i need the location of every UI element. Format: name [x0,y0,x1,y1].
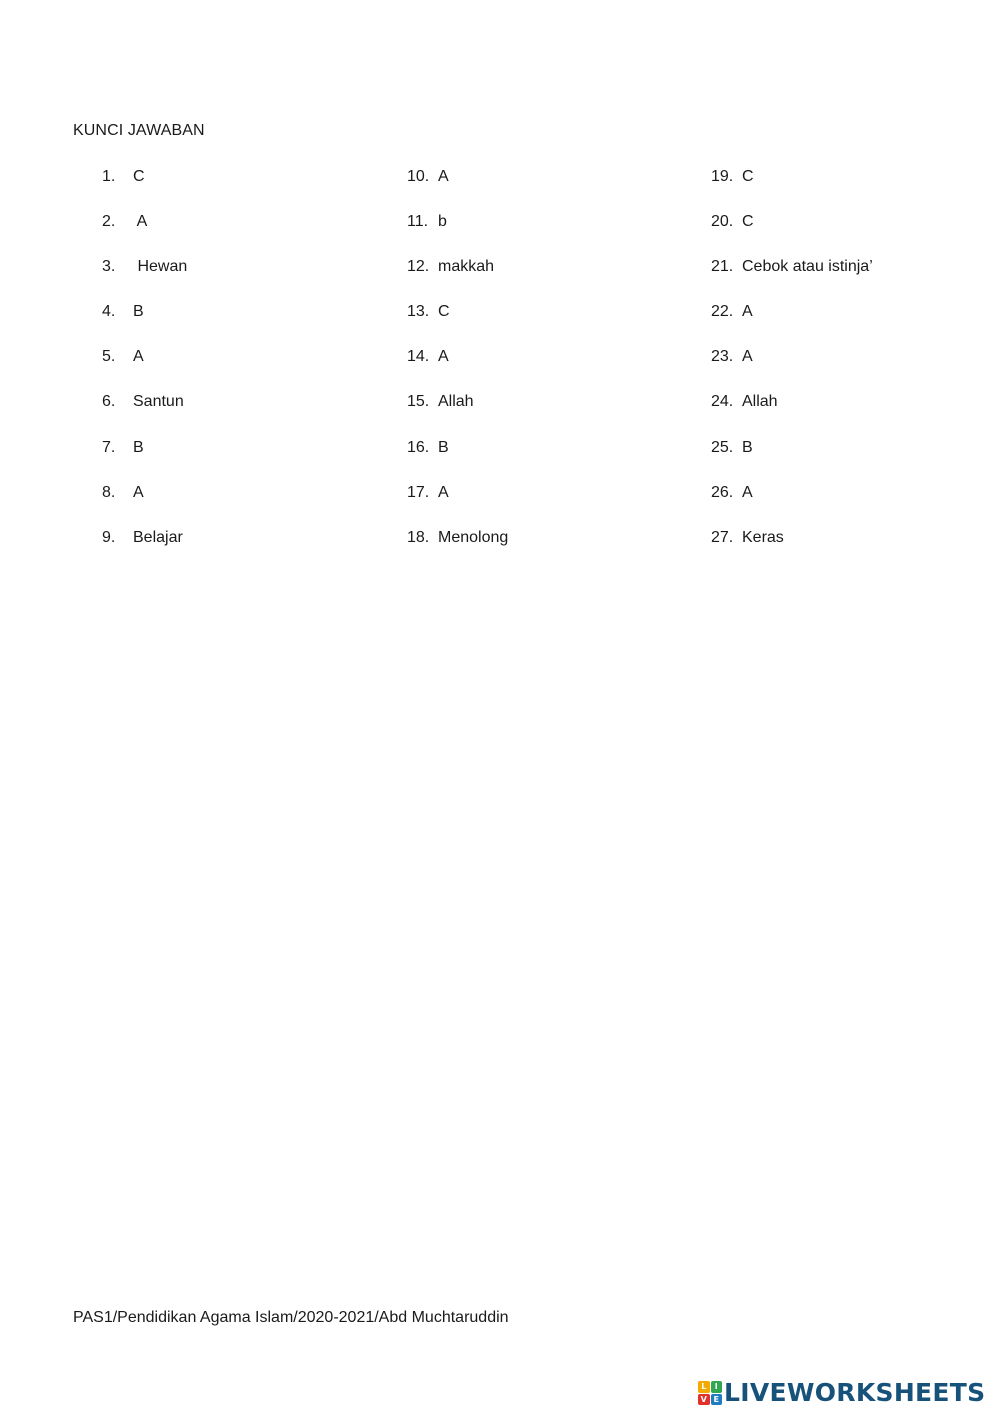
answer-number: 13. [407,303,430,321]
answer-number: 9. [102,528,116,546]
logo-letter: E [711,1394,723,1406]
answer-number: 27. [711,528,734,546]
answer-number: 19. [711,168,734,185]
answer-number: 14. [407,348,430,366]
answer-number: 25. [711,438,734,456]
answer-text: Hewan [133,258,188,276]
answer-item [102,391,392,436]
answer-text: A [133,213,148,231]
answer-text: Cebok atau istinja’ [742,258,873,276]
answer-item [102,482,392,527]
answer-item [102,437,392,482]
answer-number: 8. [102,483,116,501]
answer-number: 15. [407,393,430,411]
page-title: KUNCI JAWABAN [73,122,205,139]
answer-number: 4. [102,303,116,321]
footer-text: PAS1/Pendidikan Agama Islam/2020-2021/Abd Muchtaruddin [73,1309,509,1326]
answer-text: B [438,438,449,456]
answer-item [711,391,1000,436]
answer-number: 2. [102,213,116,231]
answer-number: 1. [102,168,116,185]
logo-letter: L [698,1381,710,1393]
answer-item [711,482,1000,527]
answer-item [407,391,697,436]
answer-number: 24. [711,393,734,411]
answer-number: 12. [407,258,430,276]
answer-column-2 [407,166,697,572]
answer-item [711,527,1000,572]
answer-item [407,437,697,482]
logo-letter: I [711,1381,723,1393]
answer-text: C [742,168,754,185]
answer-item [711,166,1000,211]
answer-text: A [133,348,144,366]
answer-item [711,346,1000,391]
answer-text: A [438,348,449,366]
answer-item [711,301,1000,346]
answer-item [102,346,392,391]
answer-item [407,256,697,301]
answer-item [102,256,392,301]
answer-number: 10. [407,168,430,185]
answer-number: 21. [711,258,734,276]
answer-item [102,211,392,256]
answer-text: B [742,438,753,456]
answer-text: A [438,168,449,185]
answer-number: 11. [407,213,429,231]
answer-number: 17. [407,483,430,501]
answer-item [407,211,697,256]
answer-number: 26. [711,483,734,501]
answer-text: Menolong [438,528,509,546]
answer-text: A [742,483,753,501]
answer-text: A [438,483,449,501]
answer-text: C [133,168,145,185]
answer-number: 5. [102,348,116,366]
answer-text: A [742,303,753,321]
answer-text: B [133,303,144,321]
answer-item [407,482,697,527]
answer-number: 16. [407,438,430,456]
answer-item [407,301,697,346]
answer-item [102,301,392,346]
answer-text: A [133,483,144,501]
answer-column-1 [102,166,392,572]
answer-item [407,527,697,572]
answer-text: C [438,303,450,321]
answer-item [102,166,392,211]
answer-item [711,437,1000,482]
answer-text: Keras [742,528,784,546]
answer-item [102,527,392,572]
answer-text: C [742,213,754,231]
answer-text: Allah [438,393,474,411]
answer-text: makkah [438,258,495,276]
brand-name: LIVEWORKSHEETS [724,1378,986,1407]
answer-number: 20. [711,213,734,231]
logo-letter: V [698,1394,710,1406]
liveworksheets-logo [698,1378,985,1408]
answer-number: 6. [102,393,116,411]
answer-item [711,256,1000,301]
answer-column-3 [711,166,1000,572]
answer-text: B [133,438,144,456]
live-logo-icon [698,1381,722,1405]
answer-number: 18. [407,528,430,546]
answer-number: 23. [711,348,734,366]
answer-text: Belajar [133,528,183,546]
answer-text: A [742,348,753,366]
answer-text: b [438,213,447,231]
answer-item [407,346,697,391]
answer-text: Santun [133,393,184,411]
answer-item [407,166,697,211]
answer-item [711,211,1000,256]
answer-text: Allah [742,393,778,411]
answer-number: 7. [102,438,116,456]
answer-number: 22. [711,303,734,321]
answer-number: 3. [102,258,116,276]
